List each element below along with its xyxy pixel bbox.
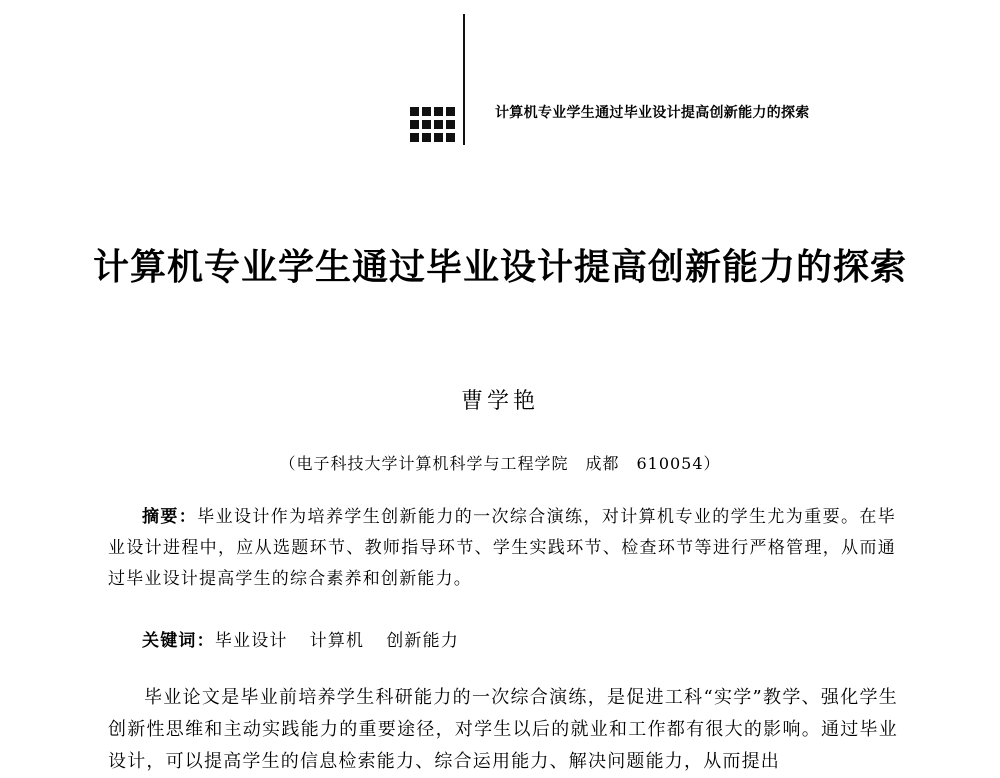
running-header-title: 计算机专业学生通过毕业设计提高创新能力的探索 — [495, 105, 810, 121]
abstract-label: 摘要： — [142, 507, 198, 527]
abstract-text: 毕业设计作为培养学生创新能力的一次综合演练，对计算机专业的学生尤为重要。在毕业设计进程中，应从选题环节、教师指导环节、学生实践环节、检查环节等进行严格管理，从而通过毕业设计提高学生的综合素养和创新能力。 — [108, 507, 896, 589]
body-paragraph: 毕业论文是毕业前培养学生科研能力的一次综合演练，是促进工科“实学”教学、强化学生创新性思维和主动实践能力的重要途径，对学生以后的就业和工作都有很大的影响。通过毕业设计，可以提高学生的信息检索能力、综合运用能力、解决问题能力，从而提出 — [108, 687, 898, 772]
keyword-item: 毕业设计 — [214, 631, 288, 651]
keywords-label: 关键词： — [142, 631, 215, 651]
author-affiliation: （电子科技大学计算机科学与工程学院 成都 610054） — [279, 454, 721, 473]
keywords-line — [142, 626, 481, 651]
keyword-item: 创新能力 — [386, 631, 460, 651]
article-title: 计算机专业学生通过毕业设计提高创新能力的探索 — [92, 246, 907, 288]
abstract-paragraph — [108, 502, 896, 595]
header-vertical-rule — [463, 14, 465, 145]
journal-grid-logo-icon — [410, 107, 454, 145]
author-name: 曹学艳 — [460, 389, 539, 414]
keyword-item: 计算机 — [309, 631, 365, 651]
